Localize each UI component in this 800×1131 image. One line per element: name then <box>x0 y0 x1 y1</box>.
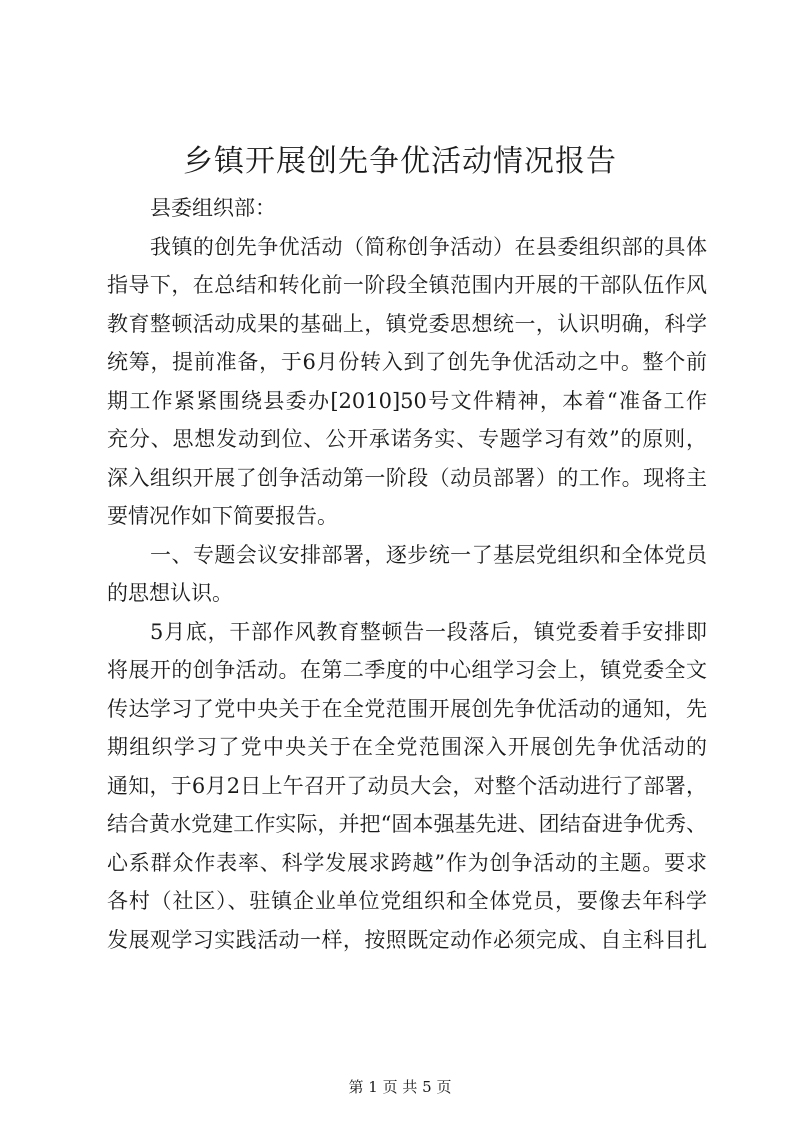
body-line: 深入组织开展了创争活动第一阶段（动员部署）的工作。现将主 <box>107 465 707 490</box>
body-line: 教育整顿活动成果的基础上，镇党委思想统一，认识明确，科学 <box>107 311 707 336</box>
body-line: 各村（社区）、驻镇企业单位党组织和全体党员，要像去年科学 <box>107 889 707 913</box>
document-title: 乡镇开展创先争优活动情况报告 <box>183 144 617 179</box>
body-line: 统筹，提前准备，于6月份转入到了创先争优活动之中。整个前 <box>107 350 707 374</box>
section-heading-line: 的思想认识。 <box>107 581 233 605</box>
page-number-footer: 第 1 页 共 5 页 <box>348 1078 452 1096</box>
body-line: 指导下，在总结和转化前一阶段全镇范围内开展的干部队伍作风 <box>107 273 707 297</box>
body-line: 将展开的创争活动。在第二季度的中心组学习会上，镇党委全文 <box>107 658 707 682</box>
body-line: 充分、思想发动到位、公开承诺务实、专题学习有效”的原则， <box>107 427 707 451</box>
body-line: 要情况作如下简要报告。 <box>107 504 338 528</box>
body-line: 结合黄水党建工作实际，并把“固本强基先进、团结奋进争优秀、 <box>107 812 707 836</box>
section-heading-line: 一、专题会议安排部署，逐步统一了基层党组织和全体党员 <box>150 542 707 567</box>
document-body <box>107 189 707 959</box>
salutation-line: 县委组织部： <box>150 196 276 220</box>
body-line: 期工作紧紧围绕县委办[2010]50号文件精神，本着“准备工作 <box>107 388 707 413</box>
body-line: 发展观学习实践活动一样，按照既定动作必须完成、自主科目扎 <box>107 927 707 952</box>
body-line: 传达学习了党中央关于在全党范围开展创先争优活动的通知，先 <box>107 696 707 721</box>
body-line: 期组织学习了党中央关于在全党范围深入开展创先争优活动的 <box>107 735 707 759</box>
body-line: 通知，于6月2日上午召开了动员大会，对整个活动进行了部署， <box>107 773 707 798</box>
body-line: 我镇的创先争优活动（简称创争活动）在县委组织部的具体 <box>150 234 707 259</box>
body-line: 心系群众作表率、科学发展求跨越”作为创争活动的主题。要求 <box>107 850 707 875</box>
body-line: 5月底，干部作风教育整顿告一段落后，镇党委着手安排即 <box>150 619 707 644</box>
